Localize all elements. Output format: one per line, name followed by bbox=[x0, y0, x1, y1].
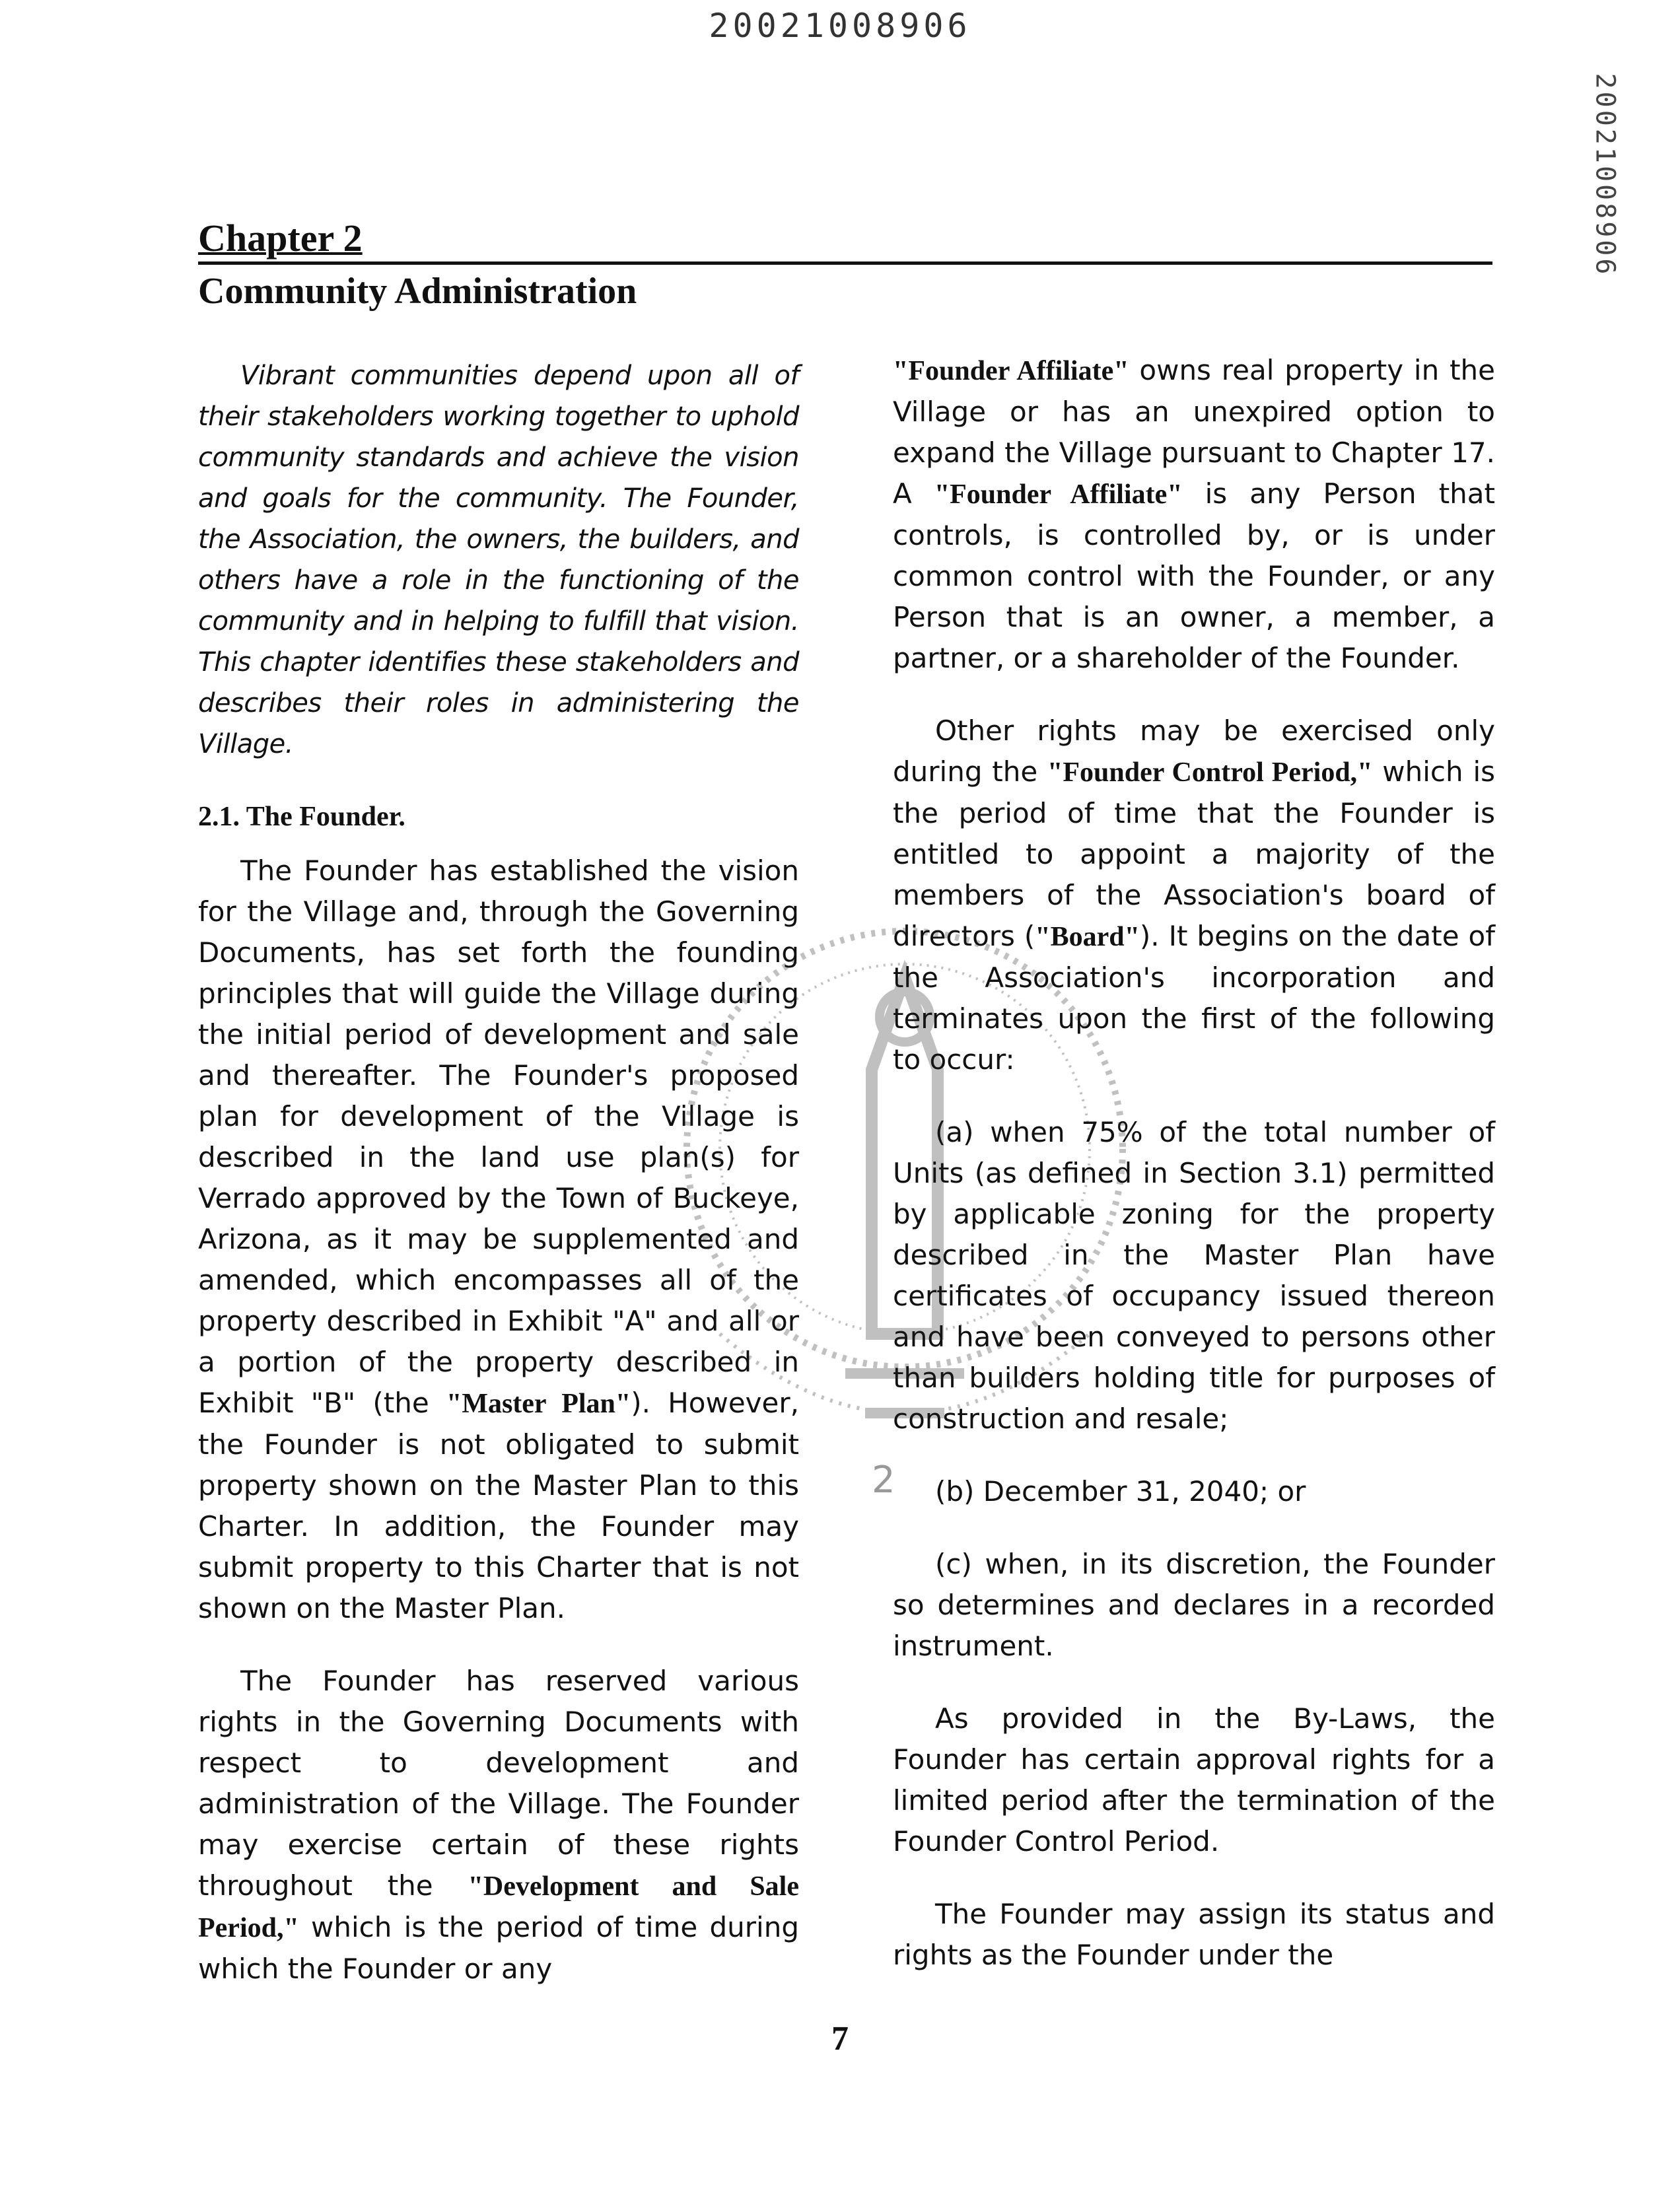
approval-rights-paragraph: As provided in the By-Laws, the Founder has certain approval rights for a limited period after the termination of the Founder Control Period. bbox=[893, 1702, 1495, 1857]
term-master-plan: "Master Plan" bbox=[446, 1389, 631, 1419]
term-board: "Board" bbox=[1035, 922, 1140, 952]
control-period-text-c: ). It begins on the date of the Association's incorporation and terminates upon the first of the following to occur: bbox=[893, 920, 1495, 1076]
section-heading: 2.1. The Founder. bbox=[198, 802, 405, 832]
chapter-label bbox=[198, 217, 1492, 265]
side-stamp bbox=[1585, 66, 1625, 284]
founder-paragraph-2 bbox=[198, 1661, 799, 1990]
founder-paragraph-1-text-b: ). However, the Founder is not obligated to submit property shown on the Master Plan to this Charter. In addition, the Founder may submit property to this Charter that is not shown on the Master Plan. bbox=[198, 1387, 799, 1624]
term-development-sale-period: "Development and Sale Period," bbox=[198, 1871, 799, 1943]
list-item-a: (a) when 75% of the total number of Units (as defined in Section 3.1) permitted by applicable zoning for the property described in the Master Plan have certificates of occupancy issued thereon and have been conveyed to persons other than builders holding title for purposes of construction and resale; bbox=[893, 1116, 1495, 1435]
founder-paragraph-2-text-a: The Founder has reserved various rights in the Governing Documents with respect to development and administration of the Village. The Founder may exercise certain of these rights throughout the bbox=[198, 1665, 799, 1902]
chapter-title: Community Administration bbox=[198, 271, 637, 312]
document-number: 20021008906 bbox=[709, 7, 971, 45]
term-founder-affiliate-2: "Founder Affiliate" bbox=[934, 479, 1183, 510]
control-period-paragraph bbox=[893, 711, 1495, 1080]
control-period-text-a: Other rights may be exercised only during the bbox=[893, 714, 1495, 788]
chapter-label-text: Chapter 2 bbox=[198, 217, 363, 260]
seal-fragment-text: 2 bbox=[872, 1459, 895, 1502]
founder-paragraph-1-text-a: The Founder has established the vision for the Village and, through the Governing Documents, has set forth the founding principles that will guide the Village during the initial period of development and sale and thereafter. The Founder's proposed plan for development of the Village is described in the land use plan(s) for Verrado approved by the Town of Buckeye, Arizona, as it may be supplemented and amended, which encompasses all of the property described in Exhibit "A" and all or a portion of the property described in Exhibit "B" (the bbox=[198, 854, 799, 1419]
list-item-c: (c) when, in its discretion, the Founder so determines and declares in a recorded instrument. bbox=[893, 1548, 1495, 1662]
affiliate-paragraph bbox=[893, 350, 1495, 679]
list-item-b: (b) December 31, 2040; or bbox=[935, 1475, 1306, 1508]
side-stamp-text: 20021008906 bbox=[1590, 73, 1620, 277]
intro-paragraph: Vibrant communities depend upon all of their stakeholders working together to uphold community standards and achieve the vision and goals for the community. The Founder, the Association, the owners, the builders, and others have a role in the functioning of the community and in helping to fulfill that vision. This chapter identifies these stakeholders and describes their roles in administering the Village. bbox=[198, 361, 799, 759]
page-number: 7 bbox=[831, 2020, 849, 2058]
assign-status-paragraph: The Founder may assign its status and rights as the Founder under the bbox=[893, 1898, 1495, 1971]
right-column bbox=[893, 350, 1495, 2007]
affiliate-paragraph-text-b: is any Person that controls, is controlled by, or is under common control with the Founder, or any Person that is an owner, a member, a partner, or a shareholder of the Founder. bbox=[893, 477, 1496, 674]
control-period-text-b: which is the period of time that the Founder is entitled to appoint a majority of the members of the Association's board of directors ( bbox=[893, 755, 1495, 952]
affiliate-paragraph-text-a: owns real property in the Village or has an unexpired option to expand the Village pursuant to Chapter 17. A bbox=[893, 354, 1495, 510]
term-founder-control-period: "Founder Control Period," bbox=[1047, 757, 1373, 788]
term-founder-affiliate-1: "Founder Affiliate" bbox=[893, 356, 1129, 386]
left-column bbox=[198, 355, 799, 2021]
founder-paragraph-2-text-b: which is the period of time during which the Founder or any bbox=[198, 1911, 799, 1985]
founder-paragraph-1 bbox=[198, 850, 799, 1629]
